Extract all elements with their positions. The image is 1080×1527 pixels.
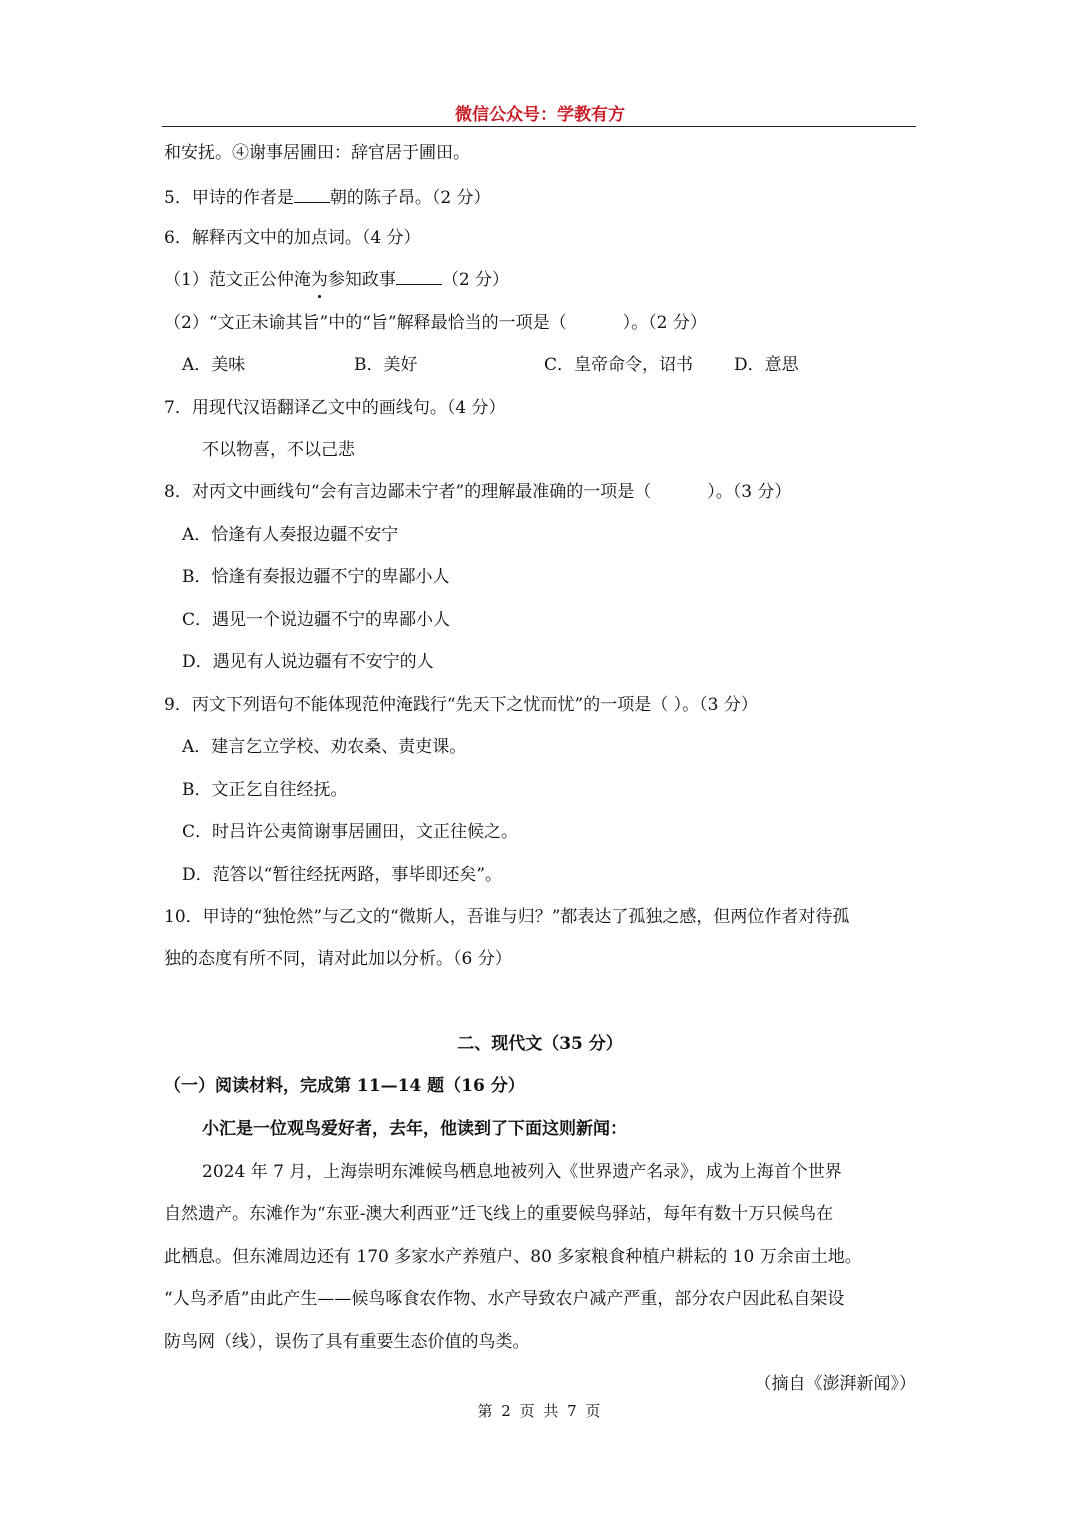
news-paragraph-line: 防鸟网（线），误伤了具有重要生态价值的鸟类。 <box>164 1332 530 1352</box>
question-6-2-text-b: ）。（2 分） <box>622 313 707 333</box>
option-b[interactable]: B．美好 <box>354 355 418 375</box>
option-d[interactable]: D．遇见有人说边疆有不安宁的人 <box>182 652 434 672</box>
option-a[interactable]: A．建言乞立学校、劝农桑、责吏课。 <box>182 737 467 757</box>
question-7-sentence: 不以物喜，不以己悲 <box>202 440 355 460</box>
dotted-word: 为 <box>310 270 328 290</box>
option-a[interactable]: A．恰逢有人奏报边疆不安宁 <box>182 525 399 545</box>
question-6-1-text-b: 参知政事 <box>327 270 396 290</box>
option-c[interactable]: C．时吕许公夷简谢事居圃田，文正往候之。 <box>182 822 519 842</box>
page-header-title: 微信公众号：学教有方 <box>455 105 625 125</box>
question-5-text-b: 朝的陈子昂。（2 分） <box>329 188 491 208</box>
option-b[interactable]: B．文正乞自往经抚。 <box>182 780 348 800</box>
question-7: 7．用现代汉语翻译乙文中的画线句。（4 分） <box>164 398 506 418</box>
subsection-heading: （一）阅读材料，完成第 11—14 题（16 分） <box>164 1076 525 1096</box>
answer-blank[interactable] <box>294 184 330 203</box>
question-8-text-a: 8．对丙文中画线句“会有言边鄙未宁者”的理解最准确的一项是（ <box>164 482 652 502</box>
news-paragraph-line: 自然遗产。东滩作为“东亚-澳大利西亚”迁飞线上的重要候鸟驿站，每年有数十万只候鸟在 <box>164 1204 834 1224</box>
question-6-2 <box>164 311 707 335</box>
option-b[interactable]: B．恰逢有奏报边疆不宁的卑鄙小人 <box>182 567 450 587</box>
question-5-text-a: 5．甲诗的作者是 <box>164 188 294 208</box>
option-d[interactable]: D．范答以“暂往经抚两路，事毕即还矣”。 <box>182 865 503 885</box>
news-source: （摘自《澎湃新闻》） <box>754 1374 916 1394</box>
news-paragraph-line: 2024 年 7 月，上海崇明东滩候鸟栖息地被列入《世界遗产名录》，成为上海首个世界 <box>202 1162 842 1182</box>
annotation-line: 和安抚。④谢事居圃田：辞官居于圃田。 <box>164 143 470 163</box>
question-8-text-b: ）。（3 分） <box>707 482 792 502</box>
question-6-1-text-a: （1）范文正公仲淹 <box>164 270 311 290</box>
option-c[interactable]: C．遇见一个说边疆不宁的卑鄙小人 <box>182 610 451 630</box>
page-footer: 第 2 页 共 7 页 <box>477 1402 603 1420</box>
question-10-line-1: 10．甲诗的“独怆然”与乙文的“微斯人，吾谁与归？”都表达了孤独之感，但两位作者对待孤 <box>164 907 850 927</box>
question-10-line-2: 独的态度有所不同，请对此加以分析。（6 分） <box>164 949 512 969</box>
question-8 <box>164 480 791 504</box>
option-c[interactable]: C．皇帝命令，诏书 <box>544 355 694 375</box>
header-rule <box>162 126 916 127</box>
section-heading: 二、现代文（35 分） <box>457 1034 623 1054</box>
news-paragraph-line: 此栖息。但东滩周边还有 170 多家水产养殖户、80 多家粮食种植户耕耘的 10 万余亩土地。 <box>164 1247 862 1267</box>
answer-blank[interactable] <box>396 266 442 285</box>
question-6-1-score: （2 分） <box>441 270 510 290</box>
option-d[interactable]: D．意思 <box>734 355 799 375</box>
option-a[interactable]: A．美味 <box>182 355 246 375</box>
question-5 <box>164 184 491 210</box>
question-6-1 <box>164 266 509 292</box>
question-6: 6．解释丙文中的加点词。（4 分） <box>164 228 421 248</box>
material-intro: 小汇是一位观鸟爱好者，去年，他读到了下面这则新闻： <box>202 1119 627 1139</box>
news-paragraph-line: “人鸟矛盾”由此产生——候鸟啄食农作物、水产导致农户减产严重，部分农户因此私自架设 <box>164 1289 845 1309</box>
question-6-2-text-a: （2）“文正未谕其旨”中的“旨”解释最恰当的一项是（ <box>164 313 567 333</box>
question-9: 9．丙文下列语句不能体现范仲淹践行“先天下之忧而忧”的一项是（ ）。（3 分） <box>164 695 758 715</box>
